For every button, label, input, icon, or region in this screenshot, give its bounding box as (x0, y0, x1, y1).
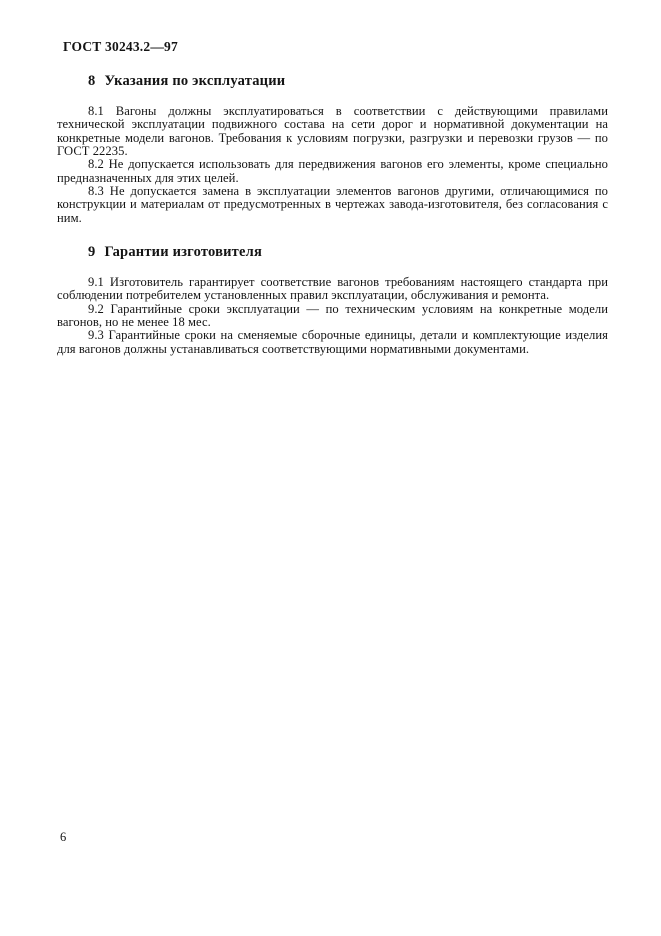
section-9-number: 9 (88, 244, 96, 261)
paragraph-8-1: 8.1 Вагоны должны эксплуатироваться в соответствии с действующими правилами технической эксплуатации подвижного состава на сети дорог и нормативной документации на конкретные модели вагонов. Требования к условиям погрузки, разгрузки и перевозки грузов — по ГОСТ 22235. (57, 103, 608, 158)
paragraph-9-1: 9.1 Изготовитель гарантирует соответствие вагонов требованиям настоящего стандарта при соблюдении потребителем установленных правил эксплуатации, обслуживания и ремонта. (57, 274, 608, 303)
section-8-number: 8 (88, 73, 96, 89)
paragraph-8-3: 8.3 Не допускается замена в эксплуатации элементов вагонов другими, отличающимися по конструкции и материалам от предусмотренных в чертежах завода-изготовителя, без согласования с ним. (57, 184, 608, 225)
page-number: 6 (60, 830, 67, 844)
section-8-title: Указания по эксплуатации (104, 73, 286, 89)
paragraph-9-3: 9.3 Гарантийные сроки на сменяемые сборочные единицы, детали и комплектующие изделия для вагонов должны устанавливаться соответствующими нормативными документами. (57, 328, 608, 356)
paragraph-8-2: 8.2 Не допускается использовать для передвижения вагонов его элементы, кроме специально предназначенных для этих целей. (57, 157, 608, 185)
document-content (57, 74, 608, 356)
section-9-heading (57, 245, 608, 261)
section-8-heading (57, 74, 608, 90)
section-9-title: Гарантии изготовителя (104, 244, 262, 261)
section-9 (57, 245, 608, 356)
document-code: ГОСТ 30243.2—97 (63, 39, 178, 54)
section-8 (57, 74, 608, 225)
paragraph-9-2: 9.2 Гарантийные сроки эксплуатации — по техническим условиям на конкретные модели вагонов, но не менее 18 мес. (57, 301, 608, 329)
